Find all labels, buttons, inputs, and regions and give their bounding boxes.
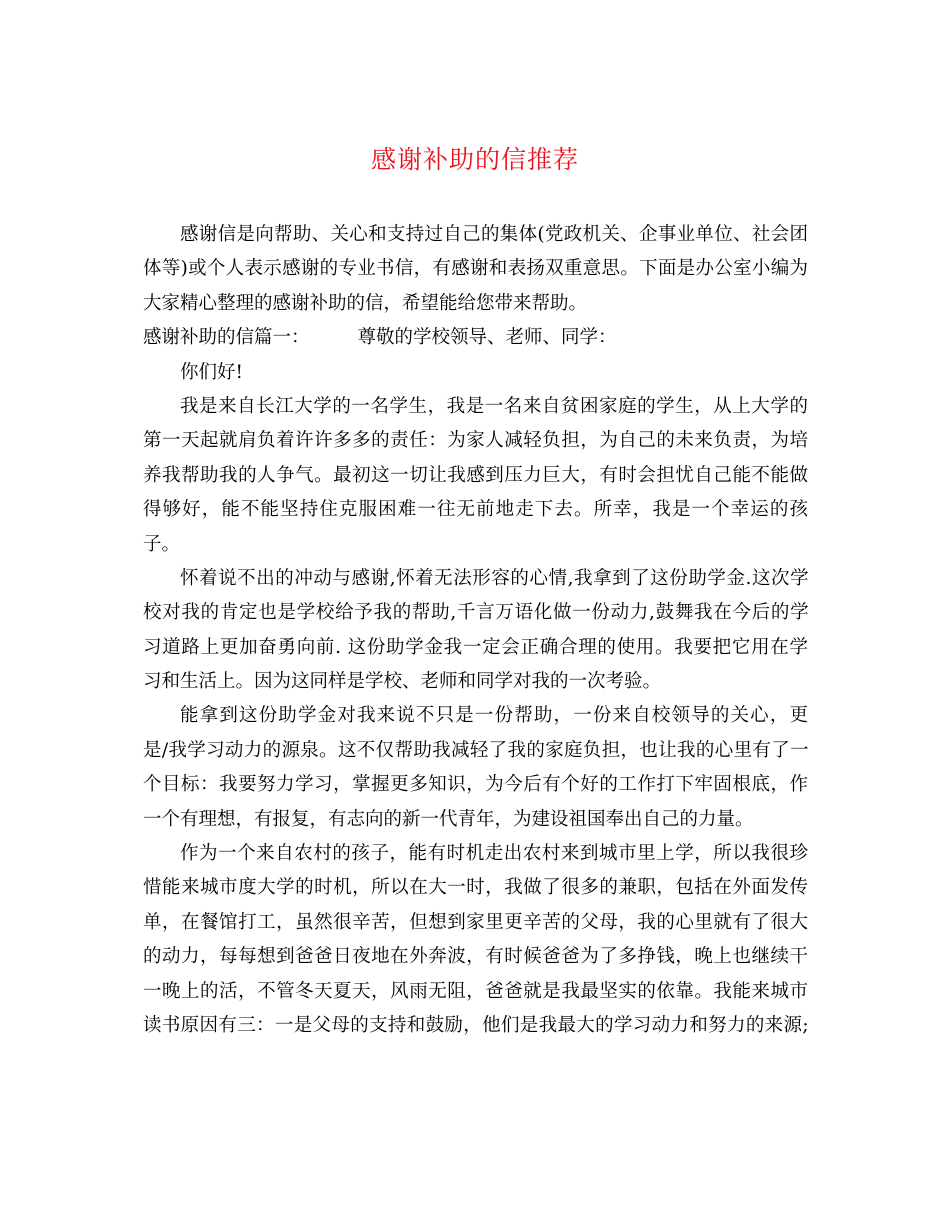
text-line: 是/我学习动力的源泉。这不仅帮助我减轻了我的家庭负担，也让我的心里有了一 xyxy=(143,739,808,761)
text-line: 我是来自长江大学的一名学生，我是一名来自贫困家庭的学生，从上大学的 xyxy=(180,395,808,417)
section-label: 感谢补助的信篇一： xyxy=(143,327,310,349)
text-line: 校对我的肯定也是学校给予我的帮助,千言万语化做一份动力,鼓舞我在今后的学 xyxy=(143,602,808,624)
text-line: 体等)或个人表示感谢的专业书信，有感谢和表扬双重意思。下面是办公室小编为 xyxy=(143,258,808,280)
text-line: 的动力，每每想到爸爸日夜地在外奔波，有时候爸爸为了多挣钱，晚上也继续干 xyxy=(143,946,808,968)
section-heading-line xyxy=(143,321,808,355)
text-line: 感谢信是向帮助、关心和支持过自己的集体(党政机关、企事业单位、社会团 xyxy=(180,224,808,245)
letter-paragraph-3 xyxy=(143,699,808,837)
text-line: 得够好，能不能坚持住克服困难一往无前地走下去。所幸，我是一个幸运的孩 xyxy=(143,499,808,521)
text-line: 单，在餐馆打工，虽然很辛苦，但想到家里更辛苦的父母，我的心里就有了很大 xyxy=(143,911,808,933)
letter-paragraph-2 xyxy=(143,562,808,700)
document-body xyxy=(143,218,808,1043)
intro-paragraph xyxy=(143,218,808,321)
letter-paragraph-1 xyxy=(143,390,808,562)
text-line: 第一天起就肩负着许许多多的责任：为家人减轻负担，为自己的未来负责，为培 xyxy=(143,430,808,452)
text-line: 读书原因有三：一是父母的支持和鼓励，他们是我最大的学习动力和努力的来源; xyxy=(143,1014,808,1036)
text-line: 习道路上更加奋勇向前. 这份助学金我一定会正确合理的使用。我要把它用在学 xyxy=(143,636,808,658)
text-line: 子。 xyxy=(143,533,181,555)
text-line: 怀着说不出的冲动与感谢,怀着无法形容的心情,我拿到了这份助学金.这次学 xyxy=(180,567,808,589)
text-line: 能拿到这份助学金对我来说不只是一份帮助，一份来自校领导的关心，更 xyxy=(180,705,808,727)
text-line: 作为一个来自农村的孩子，能有时机走出农村来到城市里上学，所以我很珍 xyxy=(180,843,808,865)
text-line: 惜能来城市度大学的时机，所以在大一时，我做了很多的兼职，包括在外面发传 xyxy=(143,877,808,899)
letter-paragraph-4 xyxy=(143,837,808,1043)
text-line: 养我帮助我的人争气。最初这一切让我感到压力巨大，有时会担忧自己能不能做 xyxy=(143,464,808,486)
salutation: 尊敬的学校领导、老师、同学： xyxy=(357,327,617,349)
text-line: 大家精心整理的感谢补助的信，希望能给您带来帮助。 xyxy=(143,292,588,314)
greeting: 你们好! xyxy=(180,361,243,383)
text-line: 一个有理想，有报复，有志向的新一代青年，为建设祖国奉出自己的力量。 xyxy=(143,808,754,830)
text-line: 个目标：我要努力学习，掌握更多知识，为今后有个好的工作打下牢固根底，作 xyxy=(143,774,808,796)
document-title: 感谢补助的信推荐 xyxy=(370,145,579,174)
text-line: 一晚上的活，不管冬天夏天，风雨无阻，爸爸就是我最坚实的依靠。我能来城市 xyxy=(143,980,808,1002)
text-line: 习和生活上。因为这同样是学校、老师和同学对我的一次考验。 xyxy=(143,671,662,693)
